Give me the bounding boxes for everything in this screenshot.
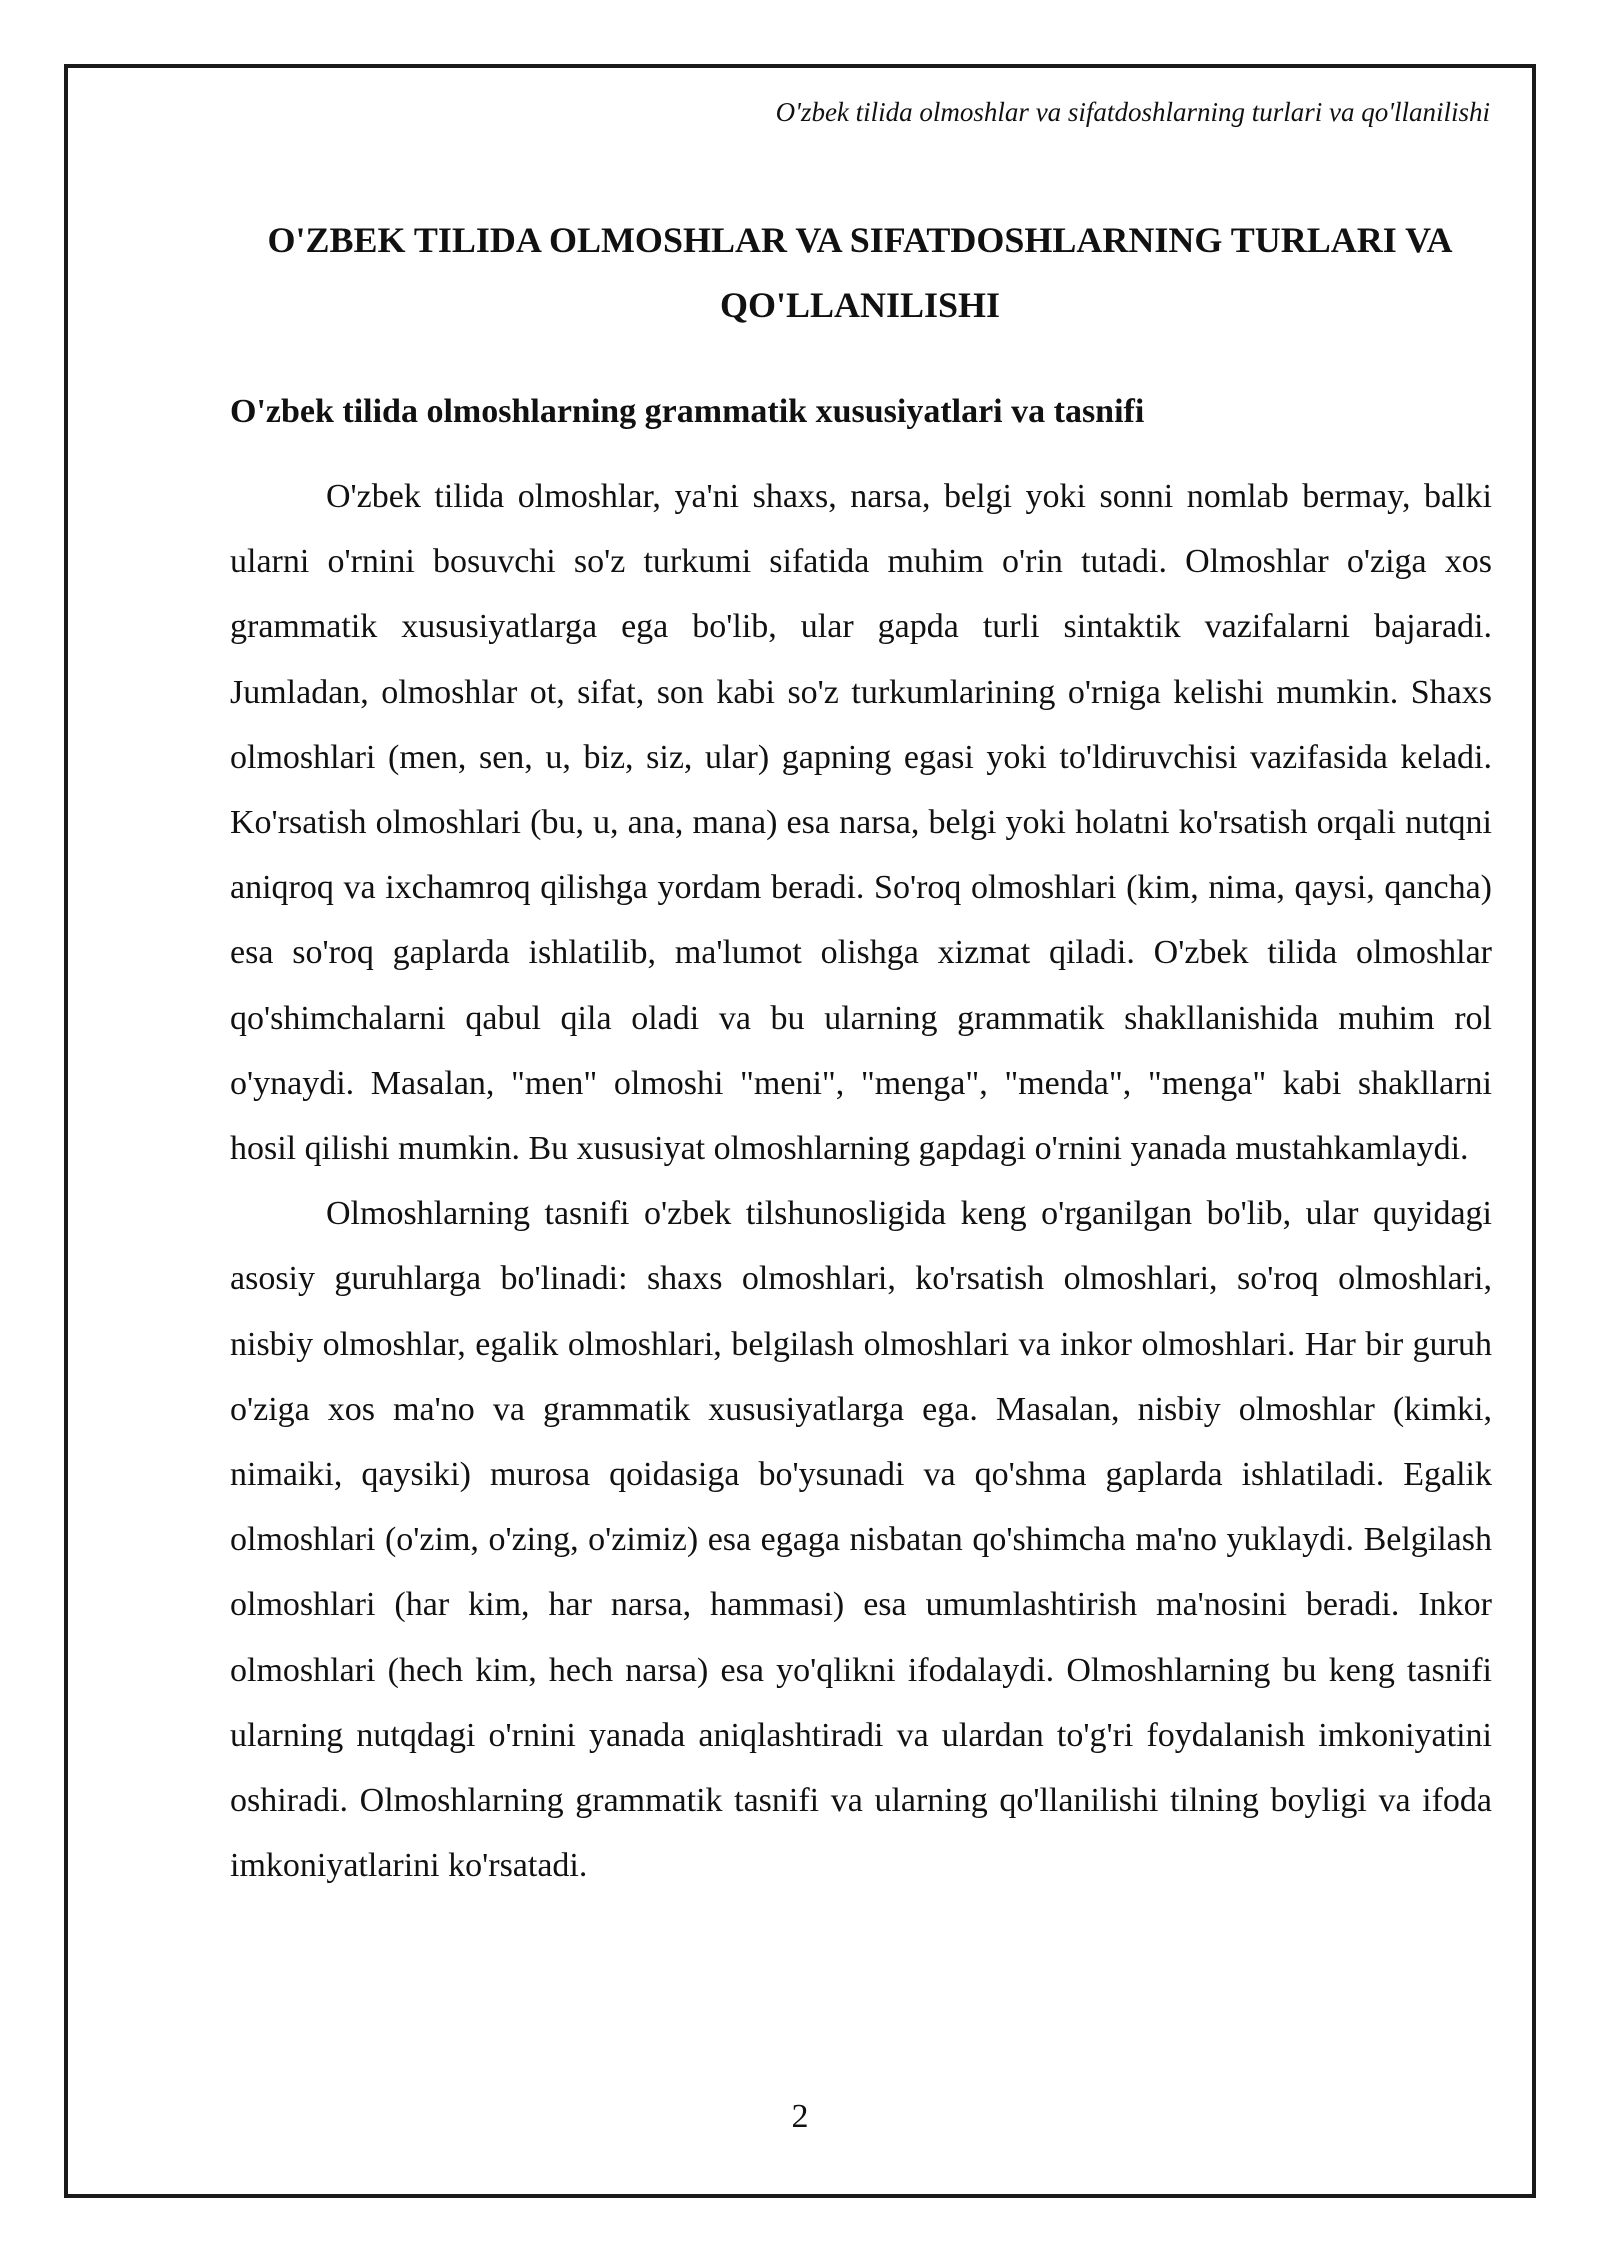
paragraph-2: Olmoshlarning tasnifi o'zbek tilshunosligida keng o'rganilgan bo'lib, ular quyidagi asosiy guruhlarga bo'linadi: shaxs olmoshlari, ko'rsatish olmoshlari, so'roq olmoshlari, nisbiy olmoshlar, egalik olmoshlari, belgilash olmoshlari va inkor olmoshlari. Har bir guruh o'ziga xos ma'no va grammatik xususiyatlarga ega. Masalan, nisbiy olmoshlar (kimki, nimaiki, qaysiki) murosa qoidasiga bo'ysunadi va qo'shma gaplarda ishlatiladi. Egalik olmoshlari (o'zim, o'zing, o'zimiz) esa egaga nisbatan qo'shimcha ma'no yuklaydi. Belgilash olmoshlari (har kim, har narsa, hammasi) esa umumlashtirish ma'nosini beradi. Inkor olmoshlari (hech kim, hech narsa) esa yo'qlikni ifodalaydi. Olmoshlarning bu keng tasnifi ularning nutqdagi o'rnini yanada aniqlashtiradi va ulardan to'g'ri foydalanish imkoniyatini oshiradi. Olmoshlarning grammatik tasnifi va ularning qo'llanilishi tilning boyligi va ifoda imkoniyatlarini ko'rsatadi.: [230, 1195, 1492, 1885]
body-text: [230, 464, 1492, 1898]
section-heading: O'zbek tilida olmoshlarning grammatik xususiyatlari va tasnifi: [230, 393, 1145, 430]
document-title: O'ZBEK TILIDA OLMOSHLAR VA SIFATDOSHLARNING TURLARI VA QO'LLANILISHI: [267, 220, 1453, 325]
running-header: O'zbek tilida olmoshlar va sifatdoshlarning turlari va qo'llanilishi: [775, 97, 1490, 127]
page-number: 2: [791, 2098, 809, 2135]
paragraph-1: O'zbek tilida olmoshlar, ya'ni shaxs, narsa, belgi yoki sonni nomlab bermay, balki ularni o'rnini bosuvchi so'z turkumi sifatida muhim o'rin tutadi. Olmoshlar o'ziga xos grammatik xususiyatlarga ega bo'lib, ular gapda turli sintaktik vazifalarni bajaradi. Jumladan, olmoshlar ot, sifat, son kabi so'z turkumlarining o'rniga kelishi mumkin. Shaxs olmoshlari (men, sen, u, biz, siz, ular) gapning egasi yoki to'ldiruvchisi vazifasida keladi. Ko'rsatish olmoshlari (bu, u, ana, mana) esa narsa, belgi yoki holatni ko'rsatish orqali nutqni aniqroq va ixchamroq qilishga yordam beradi. So'roq olmoshlari (kim, nima, qaysi, qancha) esa so'roq gaplarda ishlatilib, ma'lumot olishga xizmat qiladi. O'zbek tilida olmoshlar qo'shimchalarni qabul qila oladi va bu ularning grammatik shakllanishida muhim rol o'ynaydi. Masalan, "men" olmoshi "meni", "menga", "menda", "menga" kabi shakllarni hosil qilishi mumkin. Bu xususiyat olmoshlarning gapdagi o'rnini yanada mustahkamlaydi.: [230, 478, 1492, 1168]
